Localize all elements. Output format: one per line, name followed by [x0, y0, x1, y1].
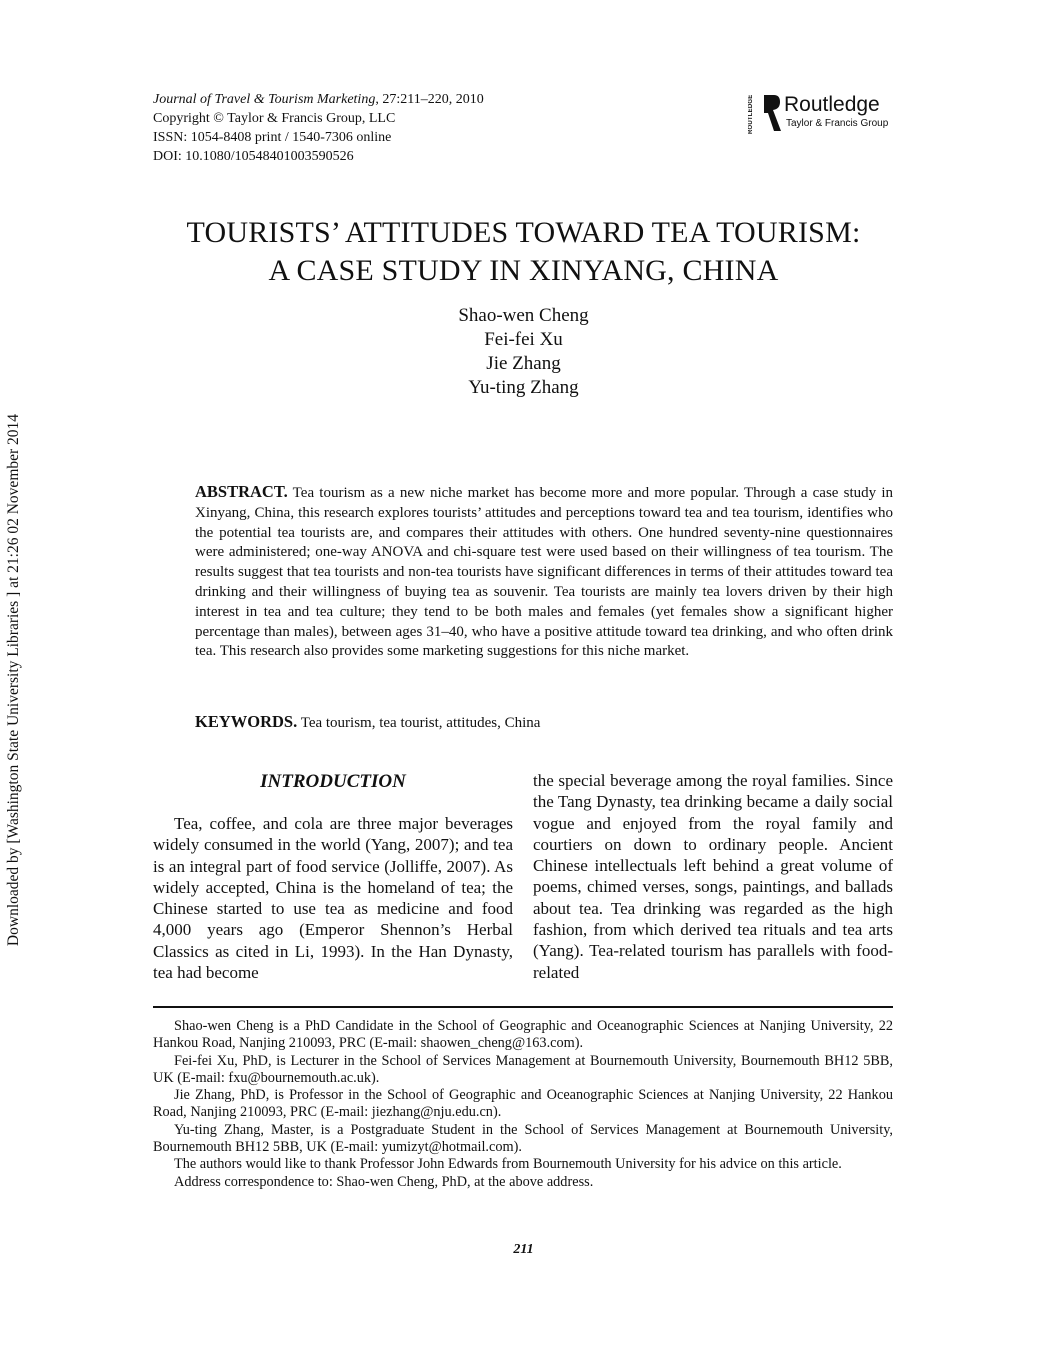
- body-column-right: [533, 770, 893, 983]
- section-heading: INTRODUCTION: [260, 771, 406, 792]
- author-list: [0, 304, 1047, 400]
- logo-vertical-text: ROUTLEDGE: [748, 94, 754, 134]
- title-line-2: A CASE STUDY IN XINYANG, CHINA: [268, 254, 779, 287]
- download-watermark: Downloaded by [Washington State University Libraries ] at 21:26 02 November 2014: [5, 413, 22, 947]
- author-footnotes: [153, 1018, 893, 1191]
- publisher-brand: Routledge: [784, 93, 880, 116]
- body-paragraph: the special beverage among the royal families. Since the Tang Dynasty, tea drinking became a daily social vogue and enjoyed from the royal family and courtiers on down to ordinary people. Ancient Chinese intellectuals left behind a great volume of poems, chimed verses, songs, paintings, and ballads about tea. Tea drinking was regarded as the high fashion, from which derived tea rituals and tea arts (Yang). Tea-related tourism has parallels with food-related: [533, 771, 893, 982]
- footnote: Yu-ting Zhang, Master, is a Postgraduate Student in the School of Services Management at Bournemouth University, Bournemouth BH12 5BB, UK (E-mail: yumizyt@hotmail.com).: [153, 1121, 893, 1156]
- article-title: [0, 214, 1047, 290]
- keywords-label: KEYWORDS.: [195, 712, 298, 731]
- body-paragraph: Tea, coffee, and cola are three major beverages widely consumed in the world (Yang, 2007); and tea is an integral part of food service (Jolliffe, 2007). As widely accepted, China is the homeland of tea; the Chinese started to use tea as medicine and food 4,000 years ago (Emperor Shennon’s Herbal Classics as cited in Li, 1993). In the Han Dynasty, tea had become: [153, 814, 513, 983]
- author-name: Jie Zhang: [486, 353, 561, 374]
- publisher-group: Taylor & Francis Group: [786, 118, 889, 129]
- doi-line: DOI: 10.1080/10548401003590526: [153, 149, 354, 164]
- footnote: Shao-wen Cheng is a PhD Candidate in the School of Geographic and Oceanographic Sciences at Nanjing University, 22 Hankou Road, Nanjing 210093, PRC (E-mail: shaowen_cheng@163.com).: [153, 1018, 893, 1052]
- footnote-divider: [153, 1006, 893, 1008]
- journal-name: Journal of Travel & Tourism Marketing: [153, 92, 376, 107]
- abstract-label: ABSTRACT.: [195, 482, 288, 501]
- keywords: [195, 712, 893, 733]
- footnote: Fei-fei Xu, PhD, is Lecturer in the School of Services Management at Bournemouth University, Bournemouth BH12 5BB, UK (E-mail: fxu@bournemouth.ac.uk).: [153, 1052, 893, 1086]
- abstract: [195, 482, 893, 662]
- routledge-bracket-icon: [760, 93, 784, 133]
- footnote: Jie Zhang, PhD, is Professor in the School of Geographic and Oceanographic Sciences at Nanjing University, 22 Hankou Road, Nanjing 210093, PRC (E-mail: jiezhang@nju.edu.cn).: [153, 1087, 893, 1121]
- publisher-logo: [750, 93, 900, 135]
- keywords-text: Tea tourism, tea tourist, attitudes, China: [297, 715, 541, 731]
- journal-header: [153, 90, 484, 166]
- title-line-1: TOURISTS’ ATTITUDES TOWARD TEA TOURISM:: [186, 216, 861, 249]
- page-number: 211: [513, 1242, 534, 1257]
- footnote: The authors would like to thank Professor John Edwards from Bournemouth University for his advice on this article.: [174, 1156, 842, 1173]
- abstract-text: Tea tourism as a new niche market has become more and more popular. Through a case study in Xinyang, China, this research explores tourists’ attitudes and perceptions toward tea and tea tourism, identifies who the potential tea tourists are, and compares their attitudes with others. One hundred seventy-nine questionnaires were administered; one-way ANOVA and chi-square test were used based on their willingness of tea tourism. The results suggest that tea tourists and non-tea tourists have significant differences in terms of their attitudes toward tea drinking and their willingness of buying tea as souvenir. Tea tourists are mainly tea lovers driven by their high interest in tea and tea culture; they tend to be both males and females (yet females show a significant higher percentage than males), between ages 31–40, who have a positive attitude toward tea drinking, and who often drink tea. This research also provides some marketing suggestions for this niche market.: [195, 485, 893, 660]
- journal-ref: , 27:211–220, 2010: [375, 92, 484, 107]
- author-name: Fei-fei Xu: [484, 329, 563, 350]
- body-column-left: [153, 770, 513, 983]
- author-name: Yu-ting Zhang: [468, 377, 579, 398]
- author-name: Shao-wen Cheng: [458, 305, 589, 326]
- copyright-line: Copyright © Taylor & Francis Group, LLC: [153, 111, 396, 126]
- footnote: Address correspondence to: Shao-wen Cheng, PhD, at the above address.: [174, 1173, 594, 1190]
- journal-citation: [153, 90, 484, 109]
- issn-line: ISSN: 1054-8408 print / 1540-7306 online: [153, 130, 392, 145]
